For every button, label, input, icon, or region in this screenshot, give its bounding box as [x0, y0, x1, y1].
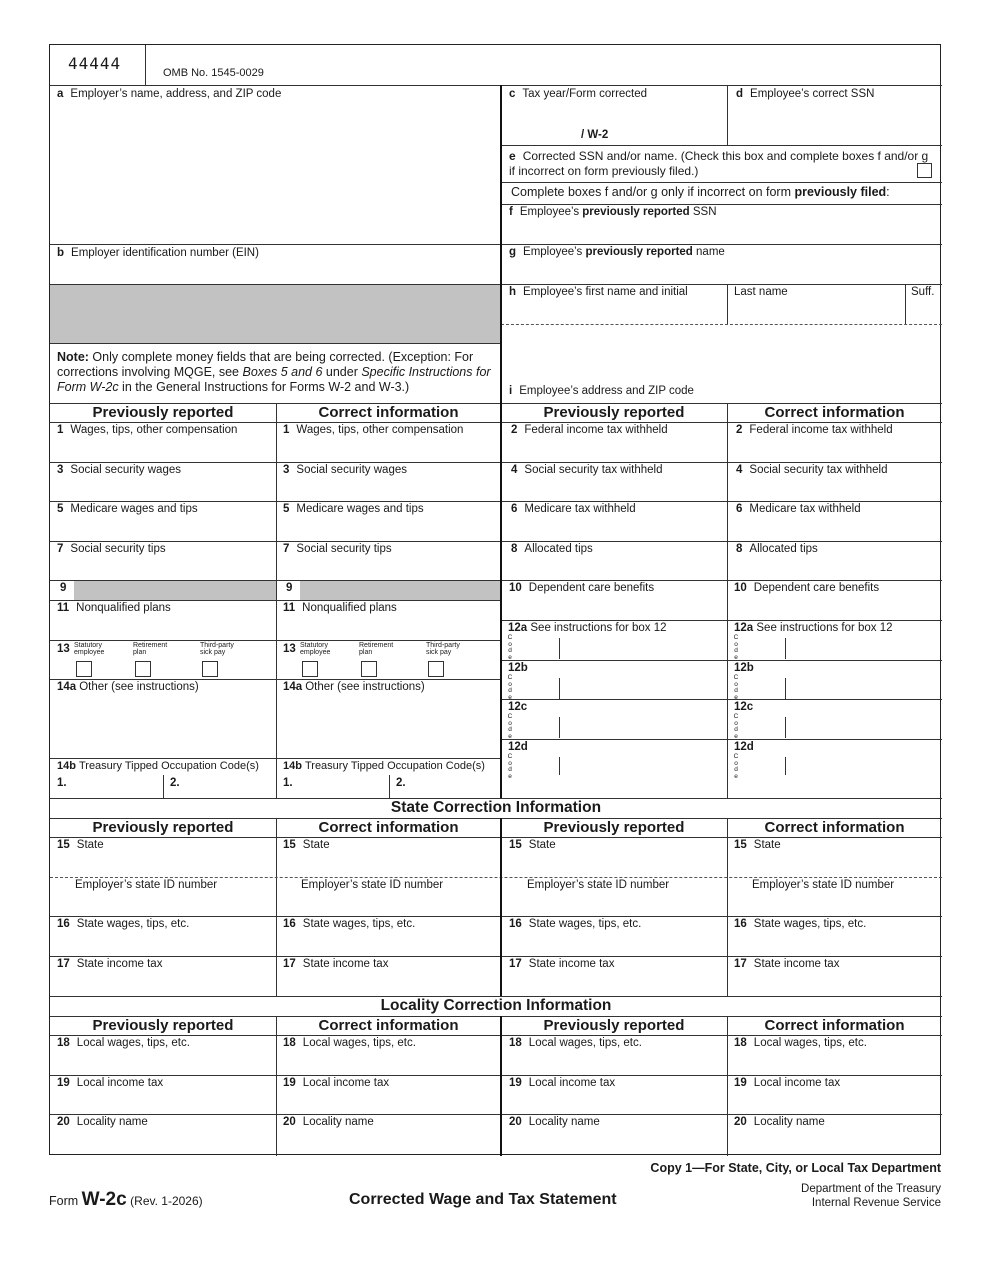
code-letter: e — [734, 653, 738, 661]
state-row-2-col-1: 16 State wages, tips, etc. — [283, 918, 416, 930]
code-letter: e — [508, 693, 512, 701]
code-letter: e — [734, 693, 738, 701]
code-letter: o — [734, 680, 738, 688]
irs-label: Internal Revenue Service — [811, 1197, 941, 1209]
state-row-1-col-1: Employer’s state ID number — [301, 879, 444, 891]
w2c-form — [49, 44, 941, 1155]
locality-row-2-col-2: 20 Locality name — [509, 1116, 600, 1128]
loc-col-prev-1: Previously reported — [92, 1017, 234, 1034]
box12a-correct: 12a See instructions for box 12 — [734, 622, 893, 634]
control-number: 44444 — [68, 54, 122, 73]
box4-correct: 4 Social security tax withheld — [736, 464, 888, 476]
box-d-label: d Employee’s correct SSN — [736, 88, 875, 100]
box7-correct: 7 Social security tips — [283, 543, 392, 555]
locality-row-2-col-1: 20 Locality name — [283, 1116, 374, 1128]
box12c-prev: 12c — [508, 701, 528, 713]
locality-row-2-col-3: 20 Locality name — [734, 1116, 825, 1128]
locality-row-1-col-3: 19 Local income tax — [734, 1077, 841, 1089]
state-row-0-col-0: 15 State — [57, 839, 104, 851]
box3-prev: 3 Social security wages — [57, 464, 181, 476]
box4-prev: 4 Social security tax withheld — [511, 464, 663, 476]
state-section-title: State Correction Information — [390, 799, 602, 816]
box13-prev: 13 — [57, 643, 70, 655]
loc-col-correct-1: Correct information — [318, 1017, 459, 1034]
box9-correct: 9 — [286, 582, 293, 594]
box12d-correct: 12d — [734, 741, 754, 753]
box-i-label: i Employee’s address and ZIP code — [509, 385, 694, 397]
code-letter: d — [508, 687, 512, 694]
box-f-label: f Employee’s previously reported SSN — [509, 206, 717, 218]
state-col-correct-2: Correct information — [764, 819, 905, 836]
state-row-0-col-1: 15 State — [283, 839, 330, 851]
code-letter: o — [508, 680, 512, 688]
statutory-checkbox-correct[interactable] — [302, 661, 318, 677]
col-prev-1: Previously reported — [92, 404, 234, 421]
box7-prev: 7 Social security tips — [57, 543, 166, 555]
box1-prev: 1 Wages, tips, other compensation — [57, 424, 238, 436]
box3-correct: 3 Social security wages — [283, 464, 407, 476]
code-letter: o — [734, 759, 738, 767]
box14b-prev-1: 1. — [57, 777, 67, 789]
box-h-label: h Employee’s first name and initial — [509, 286, 688, 298]
box8-correct: 8 Allocated tips — [736, 543, 818, 555]
state-row-2-col-0: 16 State wages, tips, etc. — [57, 918, 190, 930]
state-row-1-col-0: Employer’s state ID number — [75, 879, 218, 891]
box12b-correct: 12b — [734, 662, 754, 674]
code-letter: o — [508, 719, 512, 727]
retirement-checkbox-prev[interactable] — [135, 661, 151, 677]
state-col-prev-2: Previously reported — [543, 819, 685, 836]
col-correct-2: Correct information — [764, 404, 905, 421]
box2-prev: 2 Federal income tax withheld — [511, 424, 668, 436]
box10-correct: 10 Dependent care benefits — [734, 582, 880, 594]
code-letter: o — [734, 640, 738, 648]
box14b-prev: 14b Treasury Tipped Occupation Code(s) — [57, 760, 259, 772]
code-letter: o — [734, 719, 738, 727]
omb-number: OMB No. 1545-0029 — [163, 67, 264, 79]
box2-correct: 2 Federal income tax withheld — [736, 424, 893, 436]
box12d-prev: 12d — [508, 741, 528, 753]
state-row-0-col-3: 15 State — [734, 839, 781, 851]
code-letter: d — [508, 647, 512, 654]
code-letter: e — [508, 732, 512, 740]
code-letter: C — [733, 713, 739, 720]
code-letter: d — [508, 766, 512, 773]
state-row-3-col-3: 17 State income tax — [734, 958, 840, 970]
locality-row-0-col-1: 18 Local wages, tips, etc. — [283, 1037, 416, 1049]
box-c-label: c Tax year/Form corrected — [509, 88, 648, 100]
box-h-last: Last name — [734, 286, 788, 298]
thirdparty-label: Third-party sick pay — [200, 642, 234, 656]
code-letter: d — [734, 687, 738, 694]
code-letter: d — [734, 726, 738, 733]
box-g-label: g Employee’s previously reported name — [509, 246, 725, 258]
state-row-2-col-3: 16 State wages, tips, etc. — [734, 918, 867, 930]
state-row-1-col-3: Employer’s state ID number — [752, 879, 895, 891]
statutory-label: Statutory employee — [74, 642, 105, 656]
box12b-prev: 12b — [508, 662, 528, 674]
thirdparty-checkbox-correct[interactable] — [428, 661, 444, 677]
code-letter: e — [734, 772, 738, 780]
state-row-0-col-2: 15 State — [509, 839, 556, 851]
state-row-3-col-1: 17 State income tax — [283, 958, 389, 970]
statutory-checkbox-prev[interactable] — [76, 661, 92, 677]
locality-row-0-col-3: 18 Local wages, tips, etc. — [734, 1037, 867, 1049]
loc-col-prev-2: Previously reported — [543, 1017, 685, 1034]
box-a-label: a Employer’s name, address, and ZIP code — [57, 88, 282, 100]
shaded-area — [50, 285, 501, 343]
retirement-label: Retirement plan — [133, 642, 168, 656]
thirdparty-checkbox-prev[interactable] — [202, 661, 218, 677]
box6-correct: 6 Medicare tax withheld — [736, 503, 861, 515]
state-col-correct-1: Correct information — [318, 819, 459, 836]
state-row-3-col-2: 17 State income tax — [509, 958, 615, 970]
code-letter: C — [507, 713, 513, 720]
form-title: Corrected Wage and Tax Statement — [349, 1191, 617, 1208]
retirement-checkbox-correct[interactable] — [361, 661, 377, 677]
code-letter: o — [508, 759, 512, 767]
state-row-1-col-2: Employer’s state ID number — [527, 879, 670, 891]
locality-row-1-col-1: 19 Local income tax — [283, 1077, 390, 1089]
box-b-label: b Employer identification number (EIN) — [57, 247, 259, 259]
box14b-correct-2: 2. — [396, 777, 406, 789]
state-row-3-col-0: 17 State income tax — [57, 958, 163, 970]
locality-row-1-col-2: 19 Local income tax — [509, 1077, 616, 1089]
thirdparty-label: Third-party sick pay — [426, 642, 460, 656]
code-letter: e — [508, 653, 512, 661]
box14a-correct: 14a Other (see instructions) — [283, 681, 425, 693]
box1-correct: 1 Wages, tips, other compensation — [283, 424, 464, 436]
box10-prev: 10 Dependent care benefits — [509, 582, 655, 594]
col-correct-1: Correct information — [318, 404, 459, 421]
box14a-prev: 14a Other (see instructions) — [57, 681, 199, 693]
box5-prev: 5 Medicare wages and tips — [57, 503, 198, 515]
box14b-correct-1: 1. — [283, 777, 293, 789]
code-letter: C — [507, 674, 513, 681]
box14b-prev-2: 2. — [170, 777, 180, 789]
code-letter: o — [508, 640, 512, 648]
code-letter: C — [733, 674, 739, 681]
box-h-suff: Suff. — [911, 286, 935, 298]
box-e-checkbox[interactable] — [917, 163, 932, 178]
code-letter: d — [508, 726, 512, 733]
box11-prev: 11 Nonqualified plans — [57, 602, 171, 614]
state-col-prev-1: Previously reported — [92, 819, 234, 836]
box11-correct: 11 Nonqualified plans — [283, 602, 397, 614]
code-letter: d — [734, 647, 738, 654]
box8-prev: 8 Allocated tips — [511, 543, 593, 555]
box13-correct: 13 — [283, 643, 296, 655]
retirement-label: Retirement plan — [359, 642, 394, 656]
box12a-prev: 12a See instructions for box 12 — [508, 622, 667, 634]
state-row-2-col-2: 16 State wages, tips, etc. — [509, 918, 642, 930]
col-prev-2: Previously reported — [543, 404, 685, 421]
locality-row-1-col-0: 19 Local income tax — [57, 1077, 164, 1089]
box-e-label: e Corrected SSN and/or name. (Check this box and complete boxes f and/or g if incorrect on form previously filed.) — [509, 149, 929, 178]
box9-prev: 9 — [60, 582, 67, 594]
complete-fg-note: Complete boxes f and/or g only if incorrect on form previously filed: — [511, 185, 890, 199]
box9-prev-shade — [74, 581, 276, 600]
code-letter: d — [734, 766, 738, 773]
loc-col-correct-2: Correct information — [764, 1017, 905, 1034]
form-id: Form W-2c (Rev. 1-2026) — [49, 1189, 203, 1210]
code-letter: C — [733, 753, 739, 760]
box14b-correct: 14b Treasury Tipped Occupation Code(s) — [283, 760, 485, 772]
code-letter: e — [508, 772, 512, 780]
code-letter: C — [733, 634, 739, 641]
statutory-label: Statutory employee — [300, 642, 331, 656]
box9-correct-shade — [300, 581, 501, 600]
code-letter: C — [507, 634, 513, 641]
code-letter: e — [734, 732, 738, 740]
box12c-correct: 12c — [734, 701, 754, 713]
locality-row-0-col-2: 18 Local wages, tips, etc. — [509, 1037, 642, 1049]
code-letter: C — [507, 753, 513, 760]
locality-row-0-col-0: 18 Local wages, tips, etc. — [57, 1037, 190, 1049]
locality-row-2-col-0: 20 Locality name — [57, 1116, 148, 1128]
box-c-form: / W-2 — [581, 129, 609, 141]
box6-prev: 6 Medicare tax withheld — [511, 503, 636, 515]
dept-treasury: Department of the Treasury — [801, 1183, 941, 1195]
box5-correct: 5 Medicare wages and tips — [283, 503, 424, 515]
locality-section-title: Locality Correction Information — [380, 997, 612, 1014]
note-text: Note: Only complete money fields that are being corrected. (Exception: For corrections involving MQGE, see Boxes 5 and 6 under Specific Instructions for Form W-2c in the General Instructions for Forms W-2 and W-3.) — [57, 350, 491, 394]
copy-label: Copy 1—For State, City, or Local Tax Department — [650, 1161, 941, 1175]
